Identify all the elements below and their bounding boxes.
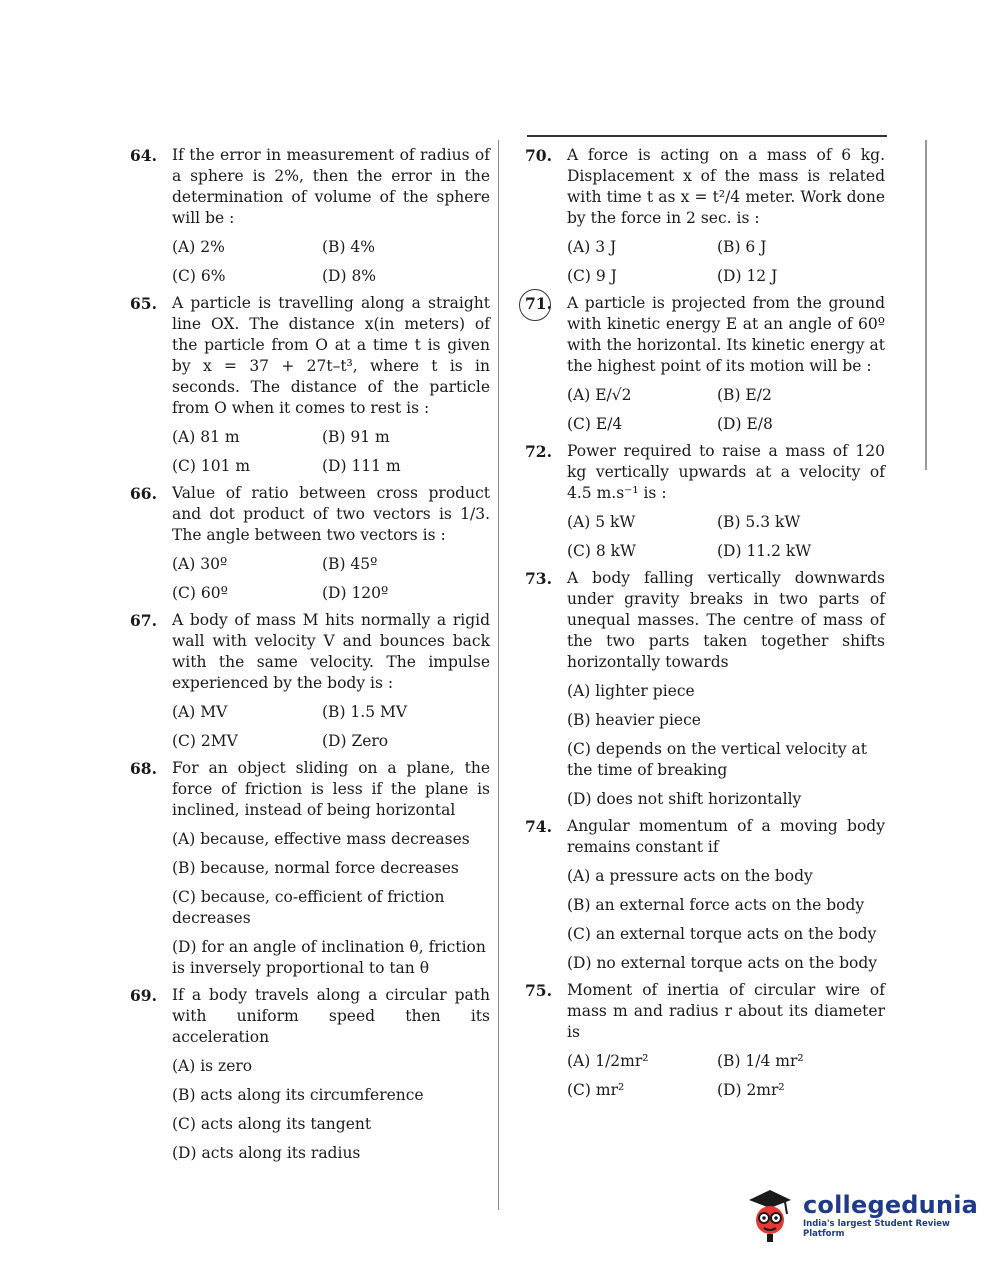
option-b: (B) 6 J: [717, 238, 767, 256]
option-a: (A) 81 m: [172, 428, 240, 446]
option-c: (C) mr²: [567, 1081, 625, 1099]
question-number: 74.: [525, 817, 552, 836]
question-number: 66.: [130, 484, 157, 503]
question-text: A particle is travelling along a straight line OX. The distance x(in meters) of the particle from O at a time t is given by x = 37 + 27t–t³, where t is in seconds. The distance of the particle from O when it comes to rest is :: [172, 294, 490, 417]
option-a: (A) 5 kW: [567, 513, 636, 531]
option-b: (B) 1.5 MV: [322, 703, 408, 721]
option-c: (C) an external torque acts on the body: [567, 925, 877, 943]
option-d: (D) E/8: [717, 415, 773, 433]
question-text: If the error in measurement of radius of a sphere is 2%, then the error in the determination of volume of the sphere will be :: [172, 146, 490, 227]
question-text: A force is acting on a mass of 6 kg. Displacement x of the mass is related with time t as x = t²/4 meter. Work done by the force in 2 sec. is :: [567, 146, 885, 227]
option-a: (A) MV: [172, 703, 228, 721]
option-b: (B) 91 m: [322, 428, 390, 446]
question-text: Moment of inertia of circular wire of mass m and radius r about its diameter is: [567, 981, 885, 1041]
option-c: (C) E/4: [567, 415, 623, 433]
option-d: (D) 111 m: [322, 457, 401, 475]
question-number: 75.: [525, 981, 552, 1000]
option-a: (A) 1/2mr²: [567, 1052, 649, 1070]
question-number: 72.: [525, 442, 552, 461]
question-64: [130, 145, 490, 287]
question-number: 68.: [130, 759, 157, 778]
option-b: (B) 1/4 mr²: [717, 1052, 804, 1070]
question-number: 65.: [130, 294, 157, 313]
logo-tagline: India's largest Student Review Platform: [803, 1219, 950, 1239]
question-text: A body falling vertically downwards under gravity breaks in two parts of unequal masses. The centre of mass of the two parts taken together shifts horizontally towards: [567, 569, 885, 671]
question-number: 70.: [525, 146, 552, 165]
column-divider: [498, 140, 499, 1210]
option-b: (B) 5.3 kW: [717, 513, 801, 531]
question-75: [525, 980, 885, 1101]
option-a: (A) 2%: [172, 238, 225, 256]
option-c: (C) 101 m: [172, 457, 251, 475]
left-column: [130, 145, 490, 1170]
collegedunia-logo: [745, 1180, 979, 1250]
question-69: [130, 985, 490, 1164]
option-b: (B) heavier piece: [567, 711, 701, 729]
option-a: (A) 3 J: [567, 238, 617, 256]
question-text: Angular momentum of a moving body remains constant if: [567, 817, 885, 856]
option-b: (B) an external force acts on the body: [567, 896, 865, 914]
logo-wordmark: collegedunia: [803, 1191, 979, 1219]
option-c: (C) because, co-efficient of friction decreases: [172, 888, 445, 927]
option-b: (B) 45º: [322, 555, 378, 573]
option-b: (B) because, normal force decreases: [172, 859, 459, 877]
option-d: (D) for an angle of inclination θ, friction is inversely proportional to tan θ: [172, 938, 486, 977]
option-b: (B) 4%: [322, 238, 376, 256]
option-c: (C) 60º: [172, 584, 228, 602]
option-d: (D) 2mr²: [717, 1081, 785, 1099]
right-column: [525, 145, 885, 1107]
option-d: (D) no external torque acts on the body: [567, 954, 878, 972]
question-67: [130, 610, 490, 752]
question-text: If a body travels along a circular path with uniform speed then its acceleration: [172, 986, 490, 1046]
option-d: (D) 120º: [322, 584, 389, 602]
option-d: (D) Zero: [322, 732, 389, 750]
mascot-icon: [745, 1186, 795, 1244]
question-text: A body of mass M hits normally a rigid wall with velocity V and bounces back with the same velocity. The impulse experienced by the body is :: [172, 611, 490, 692]
question-71: [525, 293, 885, 435]
option-d: (D) 12 J: [717, 267, 778, 285]
scan-edge-line: [925, 140, 927, 470]
option-c: (C) 6%: [172, 267, 226, 285]
option-a: (A) 30º: [172, 555, 228, 573]
option-b: (B) acts along its circumference: [172, 1086, 424, 1104]
option-c: (C) depends on the vertical velocity at the time of breaking: [567, 740, 867, 779]
top-rule: [527, 135, 887, 137]
option-c: (C) 8 kW: [567, 542, 636, 560]
option-a: (A) because, effective mass decreases: [172, 830, 470, 848]
question-number: 73.: [525, 569, 552, 588]
question-number: 71.: [525, 294, 552, 313]
option-d: (D) 8%: [322, 267, 377, 285]
option-a: (A) lighter piece: [567, 682, 695, 700]
question-number: 69.: [130, 986, 157, 1005]
option-c: (C) acts along its tangent: [172, 1115, 372, 1133]
question-text: For an object sliding on a plane, the force of friction is less if the plane is inclined, instead of being horizontal: [172, 759, 490, 819]
question-68: [130, 758, 490, 979]
question-74: [525, 816, 885, 974]
question-text: Power required to raise a mass of 120 kg vertically upwards at a velocity of 4.5 m.s⁻¹ is :: [567, 442, 885, 502]
option-c: (C) 2MV: [172, 732, 238, 750]
question-66: [130, 483, 490, 604]
question-70: [525, 145, 885, 287]
question-65: [130, 293, 490, 477]
question-number: 67.: [130, 611, 157, 630]
option-a: (A) E/√2: [567, 386, 632, 404]
handwritten-circle-icon: [519, 289, 551, 321]
option-d: (D) 11.2 kW: [717, 542, 812, 560]
question-73: [525, 568, 885, 810]
question-text: Value of ratio between cross product and dot product of two vectors is 1/3. The angle between two vectors is :: [172, 484, 490, 544]
option-b: (B) E/2: [717, 386, 772, 404]
option-c: (C) 9 J: [567, 267, 617, 285]
option-d: (D) acts along its radius: [172, 1144, 361, 1162]
option-a: (A) a pressure acts on the body: [567, 867, 813, 885]
question-72: [525, 441, 885, 562]
option-d: (D) does not shift horizontally: [567, 790, 802, 808]
question-number: 64.: [130, 146, 157, 165]
question-text: A particle is projected from the ground with kinetic energy E at an angle of 60º with the horizontal. Its kinetic energy at the highest point of its motion will be :: [567, 294, 885, 375]
option-a: (A) is zero: [172, 1057, 253, 1075]
